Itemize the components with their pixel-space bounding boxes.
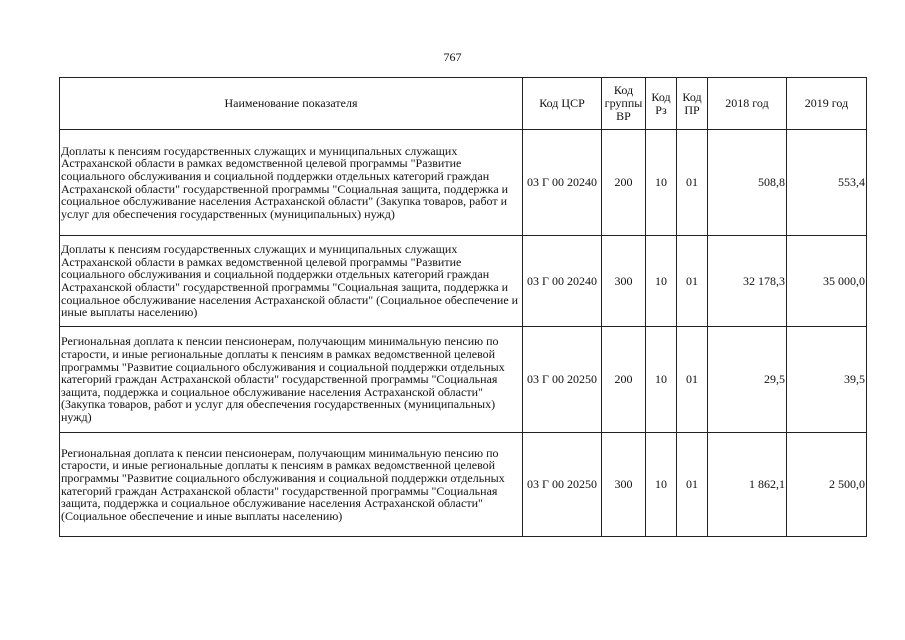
table-row (60, 236, 867, 327)
row-vr: 200 (602, 130, 646, 236)
row-name: Региональная доплата к пенсии пенсионерам, получающим минимальную пенсию по старости, и иные региональные доплаты к пенсиям в рамках ведомственной целевой программы "Развитие социального обслуживания и социальной поддержки отдельных категорий граждан Астраханской области" государственной программы "Социальная защита, поддержка и социальное обслуживание населения Астраханской области" (Закупка товаров, работ и услуг для обеспечения государственных (муниципальных) нужд) (60, 327, 523, 433)
row-2018: 508,8 (708, 130, 787, 236)
row-csr: 03 Г 00 20250 (523, 327, 602, 433)
row-pr: 01 (677, 130, 708, 236)
table-row (60, 130, 867, 236)
page-number: 767 (443, 50, 462, 64)
table-row (60, 327, 867, 433)
row-pr: 01 (677, 236, 708, 327)
row-name: Региональная доплата к пенсии пенсионерам, получающим минимальную пенсию по старости, и иные региональные доплаты к пенсиям в рамках ведомственной целевой программы "Развитие социального обслуживания и социальной поддержки отдельных категорий граждан Астраханской области" государственной программы "Социальная защита, поддержка и социальное обслуживание населения Астраханской области" (Социальное обеспечение и иные выплаты населению) (60, 433, 523, 537)
budget-table (59, 77, 867, 537)
row-csr: 03 Г 00 20250 (523, 433, 602, 537)
row-csr: 03 Г 00 20240 (523, 236, 602, 327)
row-rz: 10 (646, 130, 677, 236)
row-2019: 35 000,0 (787, 236, 867, 327)
table-header-row (60, 78, 867, 130)
header-2018: 2018 год (708, 78, 787, 130)
row-rz: 10 (646, 236, 677, 327)
header-rz: Код Рз (646, 78, 677, 130)
header-name: Наименование показателя (60, 78, 523, 130)
row-vr: 300 (602, 236, 646, 327)
row-vr: 200 (602, 327, 646, 433)
header-2019: 2019 год (787, 78, 867, 130)
table-row (60, 433, 867, 537)
header-csr: Код ЦСР (523, 78, 602, 130)
row-csr: 03 Г 00 20240 (523, 130, 602, 236)
row-2019: 553,4 (787, 130, 867, 236)
row-rz: 10 (646, 327, 677, 433)
row-rz: 10 (646, 433, 677, 537)
row-2018: 29,5 (708, 327, 787, 433)
header-vr: Код группы ВР (602, 78, 646, 130)
header-pr: Код ПР (677, 78, 708, 130)
row-pr: 01 (677, 433, 708, 537)
row-name: Доплаты к пенсиям государственных служащих и муниципальных служащих Астраханской области в рамках ведомственной целевой программы "Развитие социального обслуживания и социальной поддержки отдельных категорий граждан Астраханской области" государственной программы "Социальная защита, поддержка и социальное обслуживание населения Астраханской области" (Социальное обеспечение и иные выплаты населению) (60, 236, 523, 327)
row-2018: 32 178,3 (708, 236, 787, 327)
row-pr: 01 (677, 327, 708, 433)
row-name: Доплаты к пенсиям государственных служащих и муниципальных служащих Астраханской области в рамках ведомственной целевой программы "Развитие социального обслуживания и социальной поддержки отдельных категорий граждан Астраханской области" государственной программы "Социальная защита, поддержка и социальное обслуживание населения Астраханской области" (Закупка товаров, работ и услуг для обеспечения государственных (муниципальных) нужд) (60, 130, 523, 236)
row-vr: 300 (602, 433, 646, 537)
row-2019: 39,5 (787, 327, 867, 433)
row-2018: 1 862,1 (708, 433, 787, 537)
row-2019: 2 500,0 (787, 433, 867, 537)
